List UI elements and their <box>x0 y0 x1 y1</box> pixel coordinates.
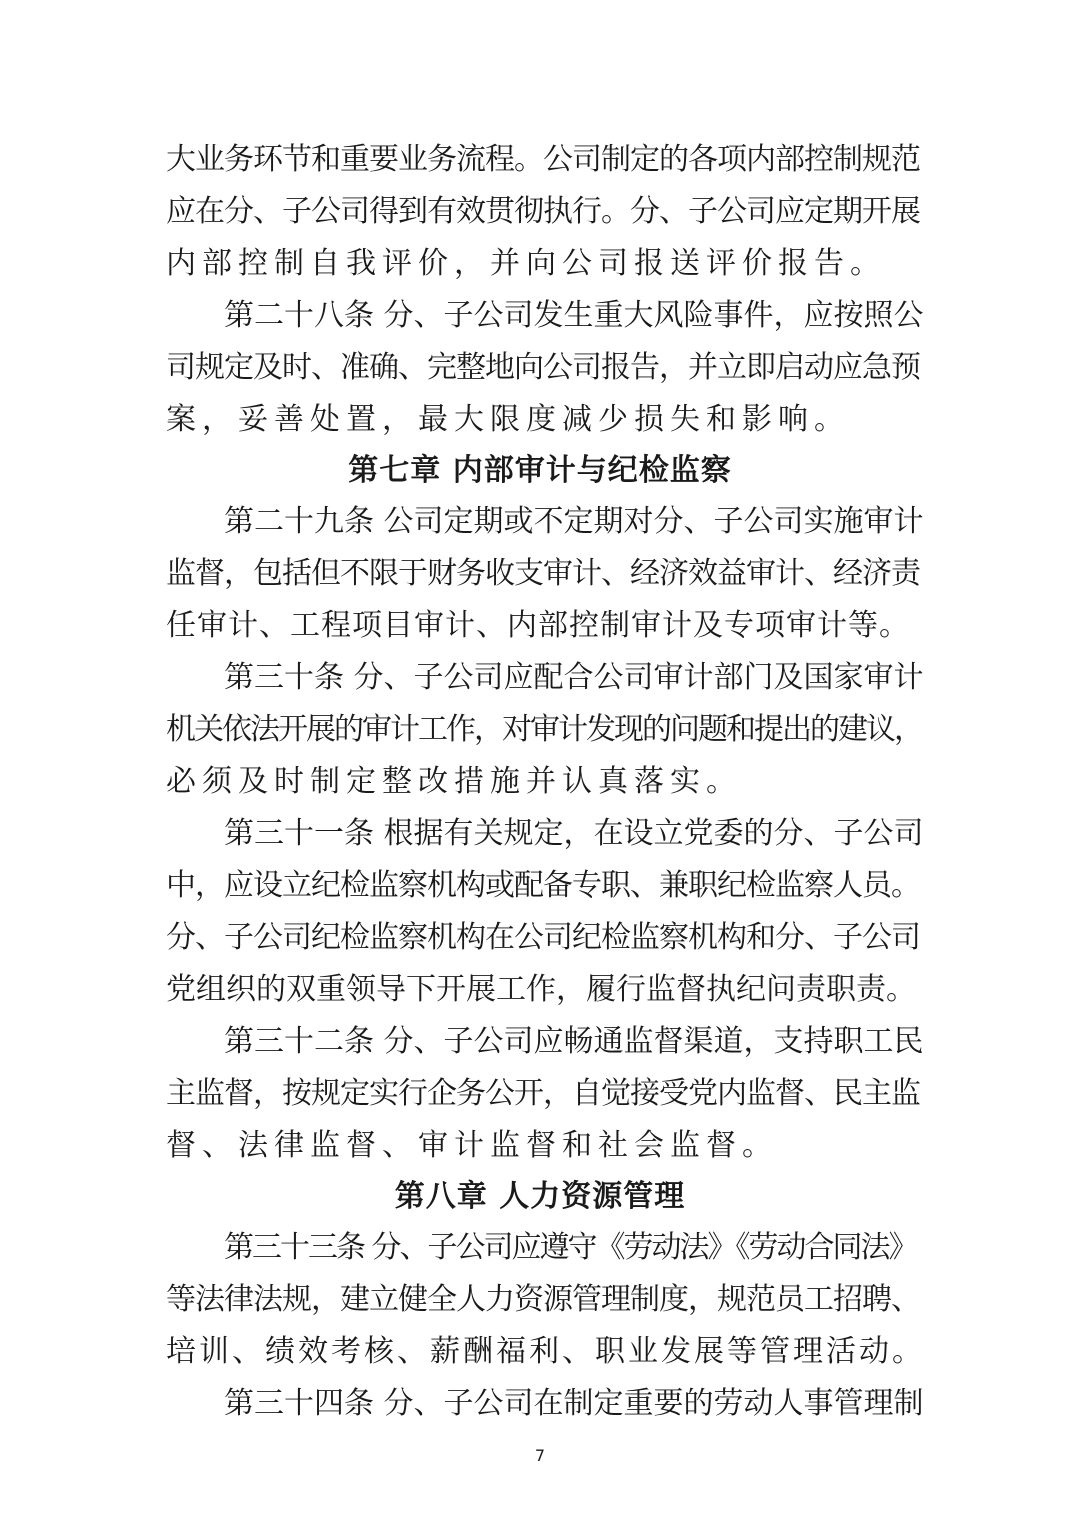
chapter-7-heading: 第七章 内部审计与纪检监察 <box>348 453 732 488</box>
article-32-start: 第三十二条 分、子公司应畅通监督渠道，支持职工民 <box>224 1024 924 1059</box>
body-text-line: 案，妥善处置，最大限度减少损失和影响。 <box>166 402 850 437</box>
body-text-line: 主监督，按规定实行企务公开，自觉接受党内监督、民主监 <box>166 1076 920 1111</box>
body-text-line: 机关依法开展的审计工作，对审计发现的问题和提出的建议， <box>166 712 922 747</box>
page-number: 7 <box>534 1446 546 1465</box>
body-text-line: 督、法律监督、审计监督和社会监督。 <box>166 1128 778 1163</box>
chapter-8-heading: 第八章 人力资源管理 <box>394 1179 686 1214</box>
body-text-line: 等法律法规，建立健全人力资源管理制度，规范员工招聘、 <box>166 1282 920 1317</box>
body-text-line: 必须及时制定整改措施并认真落实。 <box>166 764 742 799</box>
body-text-line: 中，应设立纪检监察机构或配备专职、兼职纪检监察人员。 <box>166 868 920 903</box>
article-31-start: 第三十一条 根据有关规定，在设立党委的分、子公司 <box>224 816 924 851</box>
body-text-line: 党组织的双重领导下开展工作，履行监督执纪问责职责。 <box>166 972 916 1007</box>
body-text-line: 培训、绩效考核、薪酬福利、职业发展等管理活动。 <box>166 1334 925 1369</box>
body-text-line: 分、子公司纪检监察机构在公司纪检监察机构和分、子公司 <box>166 920 920 955</box>
body-text-line: 任审计、工程项目审计、内部控制审计及专项审计等。 <box>166 608 910 643</box>
article-33-start: 第三十三条 分、子公司应遵守《劳动法》《劳动合同法》 <box>224 1230 917 1265</box>
body-text-line: 内部控制自我评价，并向公司报送评价报告。 <box>166 246 886 281</box>
body-text-line: 大业务环节和重要业务流程。公司制定的各项内部控制规范 <box>166 142 920 177</box>
article-30-start: 第三十条 分、子公司应配合公司审计部门及国家审计 <box>224 660 924 695</box>
article-34-start: 第三十四条 分、子公司在制定重要的劳动人事管理制 <box>224 1386 924 1421</box>
body-text-line: 监督，包括但不限于财务收支审计、经济效益审计、经济责 <box>166 556 920 591</box>
body-text-line: 司规定及时、准确、完整地向公司报告，并立即启动应急预 <box>166 350 920 385</box>
body-text-line: 应在分、子公司得到有效贯彻执行。分、子公司应定期开展 <box>166 194 920 229</box>
article-28-start: 第二十八条 分、子公司发生重大风险事件，应按照公 <box>224 298 924 333</box>
article-29-start: 第二十九条 公司定期或不定期对分、子公司实施审计 <box>224 504 924 539</box>
